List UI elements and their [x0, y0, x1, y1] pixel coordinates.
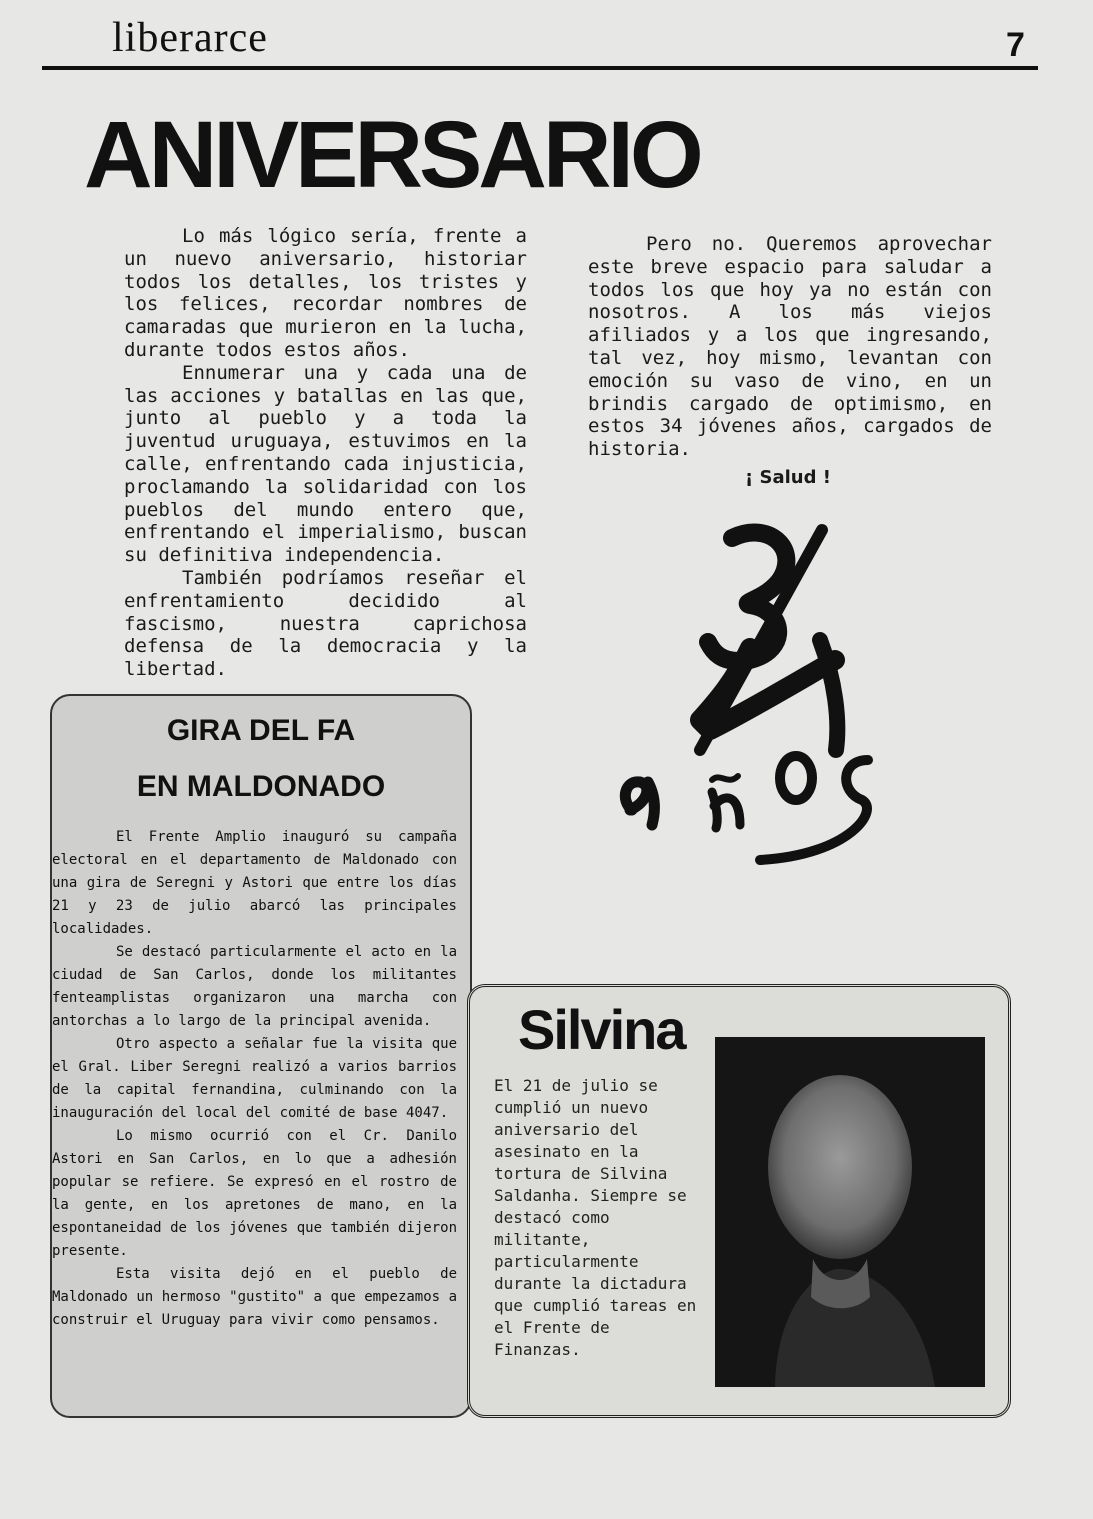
gira-paragraph: Otro aspecto a señalar fue la visita que el Gral. Liber Seregni realizó a varios barrios de la capital fernandina, culminando con la inauguración del local del comité de base 4047.	[52, 1036, 457, 1121]
silvina-title: Silvina	[518, 998, 685, 1061]
article-paragraph: Ennumerar una y cada una de las acciones y batallas en las que, junto al pueblo y a toda la juventud uruguaya, estuvimos en la calle, enfrentando cada injusticia, proclamando la solidaridad con los pueblos del mundo entero que, enfrentando el imperialismo, buscan su definitiva independencia.	[124, 361, 527, 567]
gira-title: GIRA DEL FA	[166, 714, 356, 747]
silvina-text: El 21 de julio se cumplió un nuevo aniversario del asesinato en la tortura de Silvina Saldanha. Siempre se destacó como militante, particularmente durante la dictadura que cumplió tareas en el Frente de Finanzas.	[494, 1076, 697, 1359]
gira-subtitle: EN MALDONADO	[136, 770, 386, 803]
closing-salute: ¡ Salud !	[745, 467, 831, 488]
portrait-image	[715, 1037, 985, 1387]
gira-body	[52, 826, 457, 1332]
masthead: liberarce	[112, 15, 268, 61]
article-left-column	[124, 225, 527, 681]
portrait-photo	[715, 1037, 985, 1387]
gira-paragraph: Se destacó particularmente el acto en la ciudad de San Carlos, donde los militantes fenteamplistas organizaron una marcha con antorchas a lo largo de la principal avenida.	[52, 944, 457, 1029]
gira-paragraph: Esta visita dejó en el pueblo de Maldonado un hermoso "gustito" a que empezamos a construir el Uruguay para vivir como pensamos.	[52, 1266, 457, 1328]
gira-fa-box	[50, 694, 472, 1418]
headline: ANIVERSARIO	[84, 102, 700, 208]
gira-paragraph: El Frente Amplio inauguró su campaña electoral en el departamento de Maldonado con una gira de Seregni y Astori que entre los días 21 y 23 de julio abarcó las principales localidades.	[52, 829, 457, 937]
silvina-box	[467, 984, 1011, 1418]
article-paragraph: También podríamos reseñar el enfrentamiento decidido al fascismo, nuestra caprichosa defensa de la democracia y la libertad.	[124, 566, 527, 681]
anniversary-drawing	[600, 510, 880, 870]
article-paragraph: Lo más lógico sería, frente a un nuevo aniversario, historiar todos los detalles, los tristes y los felices, recordar nombres de camaradas que murieron en la lucha, durante todos estos años.	[124, 225, 527, 361]
article-paragraph: Pero no. Queremos aprovechar este breve espacio para saludar a todos los que hoy ya no están con nosotros. A los más viejos afiliados y a los que ingresando, tal vez, hoy mismo, levantan con emoción su vaso de vino, en un brindis cargado de optimismo, en estos 34 jóvenes años, cargados de historia.	[588, 233, 992, 461]
gira-paragraph: Lo mismo ocurrió con el Cr. Danilo Astori en San Carlos, en lo que a adhesión popular se refiere. Se expresó en el rostro de la gente, en los apretones de mano, en la espontaneidad de los jóvenes que también dijeron presente.	[52, 1128, 457, 1259]
header-rule	[42, 66, 1038, 70]
article-right-column	[588, 233, 992, 461]
page-number: 7	[1006, 26, 1025, 64]
